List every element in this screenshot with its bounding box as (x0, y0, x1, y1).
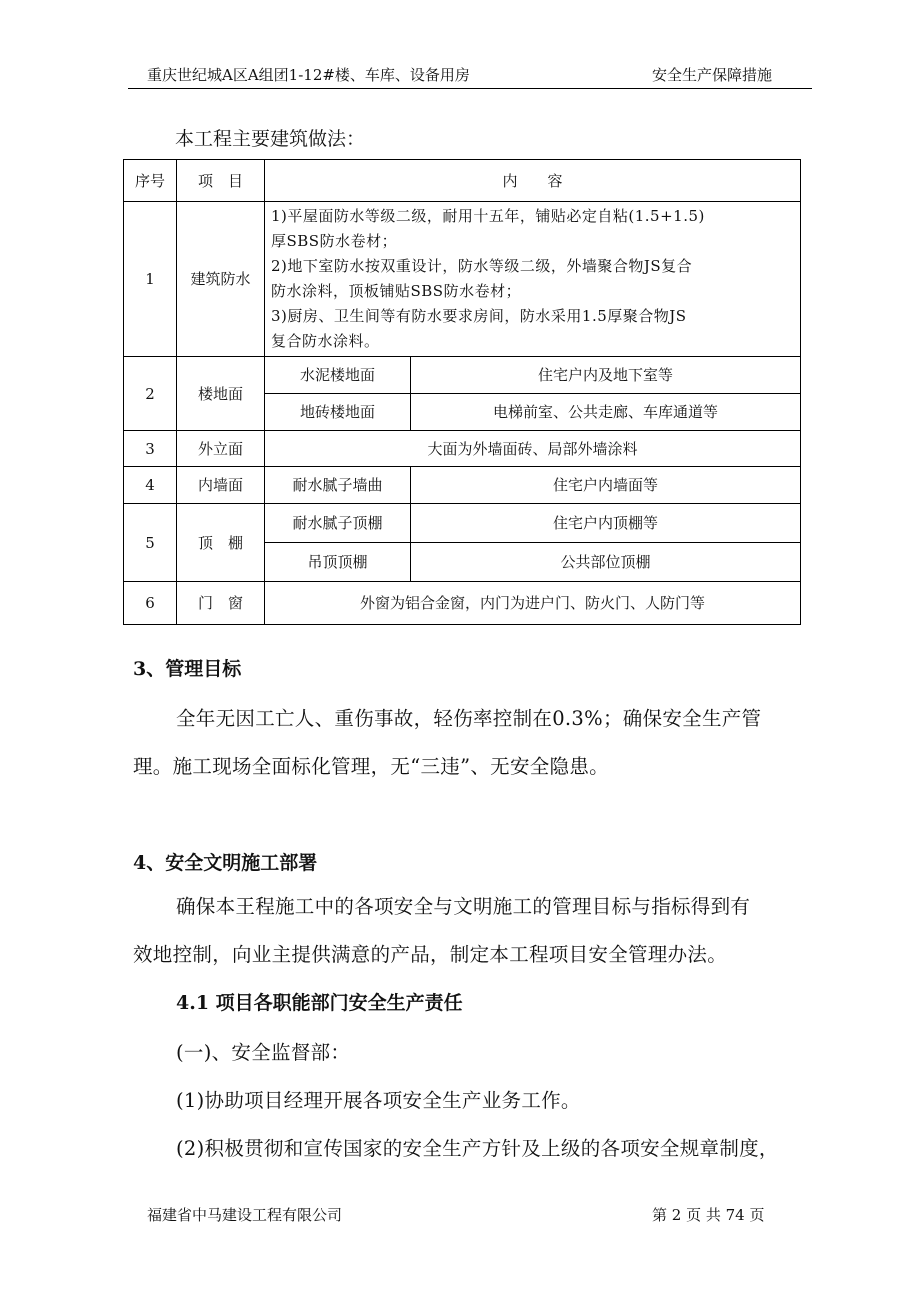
row-item: 外立面 (177, 431, 265, 467)
section4-title: 4、安全文明施工部署 (133, 852, 318, 874)
table-row (124, 431, 801, 467)
row-content: 大面为外墙面砖、局部外墙涂料 (265, 431, 801, 467)
content-line: 复合防水涂料。 (271, 332, 380, 350)
row-type: 水泥楼地面 (265, 357, 411, 394)
content-line: 1)平屋面防水等级二级，耐用十五年，铺贴必定自粘(1.5+1.5) (271, 207, 705, 225)
intro-text: 本工程主要建筑做法： (175, 128, 366, 150)
row-type: 耐水腻子顶棚 (265, 504, 411, 543)
footer-company: 福建省中马建设工程有限公司 (147, 1206, 343, 1224)
content-line: 2)地下室防水按双重设计，防水等级二级，外墙聚合物JS复合 (271, 257, 693, 275)
row-no: 1 (124, 202, 177, 357)
header-no: 序号 (124, 160, 177, 202)
table-header-row (124, 160, 801, 202)
table-row (124, 467, 801, 504)
content-line: 3)厨房、卫生间等有防水要求房间，防水采用1.5厚聚合物JS (271, 307, 687, 325)
row-item: 楼地面 (177, 357, 265, 431)
duty-item-2: (2)积极贯彻和宣传国家的安全生产方针及上级的各项安全规章制度， (176, 1137, 779, 1160)
row-type: 耐水腻子墙曲 (265, 467, 411, 504)
dept-heading: (一)、安全监督部： (176, 1041, 351, 1064)
row-where: 住宅户内墙面等 (411, 467, 801, 504)
row-item: 内墙面 (177, 467, 265, 504)
table-row (124, 582, 801, 625)
row-no: 6 (124, 582, 177, 625)
section3-paragraph-line2: 理。施工现场全面标化管理，无“三违”、无安全隐患。 (133, 755, 609, 778)
duty-item-1: (1)协助项目经理开展各项安全生产业务工作。 (176, 1089, 581, 1112)
section4-paragraph-line1: 确保本王程施工中的各项安全与文明施工的管理目标与指标得到有 (176, 895, 751, 918)
table-row (124, 504, 801, 543)
header-section: 安全生产保障措施 (652, 66, 773, 84)
row-item: 建筑防水 (177, 202, 265, 357)
section3-paragraph-line1: 全年无因工亡人、重伤事故，轻伤率控制在0.3%；确保安全生产管 (176, 707, 762, 730)
row-no: 3 (124, 431, 177, 467)
row-content (265, 202, 801, 357)
section4-paragraph-line2: 效地控制，向业主提供满意的产品，制定本工程项目安全管理办法。 (133, 943, 728, 966)
content-line: 厚SBS防水卷材； (271, 232, 398, 250)
row-no: 5 (124, 504, 177, 582)
construction-methods-table (123, 159, 801, 625)
row-item: 顶 棚 (177, 504, 265, 582)
row-where: 公共部位顶棚 (411, 543, 801, 582)
row-where: 电梯前室、公共走廊、车库通道等 (411, 394, 801, 431)
row-type: 吊顶顶棚 (265, 543, 411, 582)
header-project: 重庆世纪城A区A组团1-12#楼、车库、设备用房 (147, 66, 470, 84)
header-item: 项 目 (177, 160, 265, 202)
content-line: 防水涂料，顶板铺贴SBS防水卷材； (271, 282, 522, 300)
table-row (124, 202, 801, 357)
subsection-title: 4.1 项目各职能部门安全生产责任 (176, 992, 463, 1014)
table-row (124, 357, 801, 394)
row-no: 4 (124, 467, 177, 504)
row-no: 2 (124, 357, 177, 431)
header-content: 内 容 (265, 160, 801, 202)
row-type: 地砖楼地面 (265, 394, 411, 431)
row-item: 门 窗 (177, 582, 265, 625)
row-content: 外窗为铝合金窗，内门为进户门、防火门、人防门等 (265, 582, 801, 625)
footer-page-number: 第 2 页 共 74 页 (652, 1206, 765, 1224)
row-where: 住宅户内及地下室等 (411, 357, 801, 394)
section3-title: 3、管理目标 (133, 658, 242, 680)
row-where: 住宅户内顶棚等 (411, 504, 801, 543)
header-rule (128, 88, 812, 89)
